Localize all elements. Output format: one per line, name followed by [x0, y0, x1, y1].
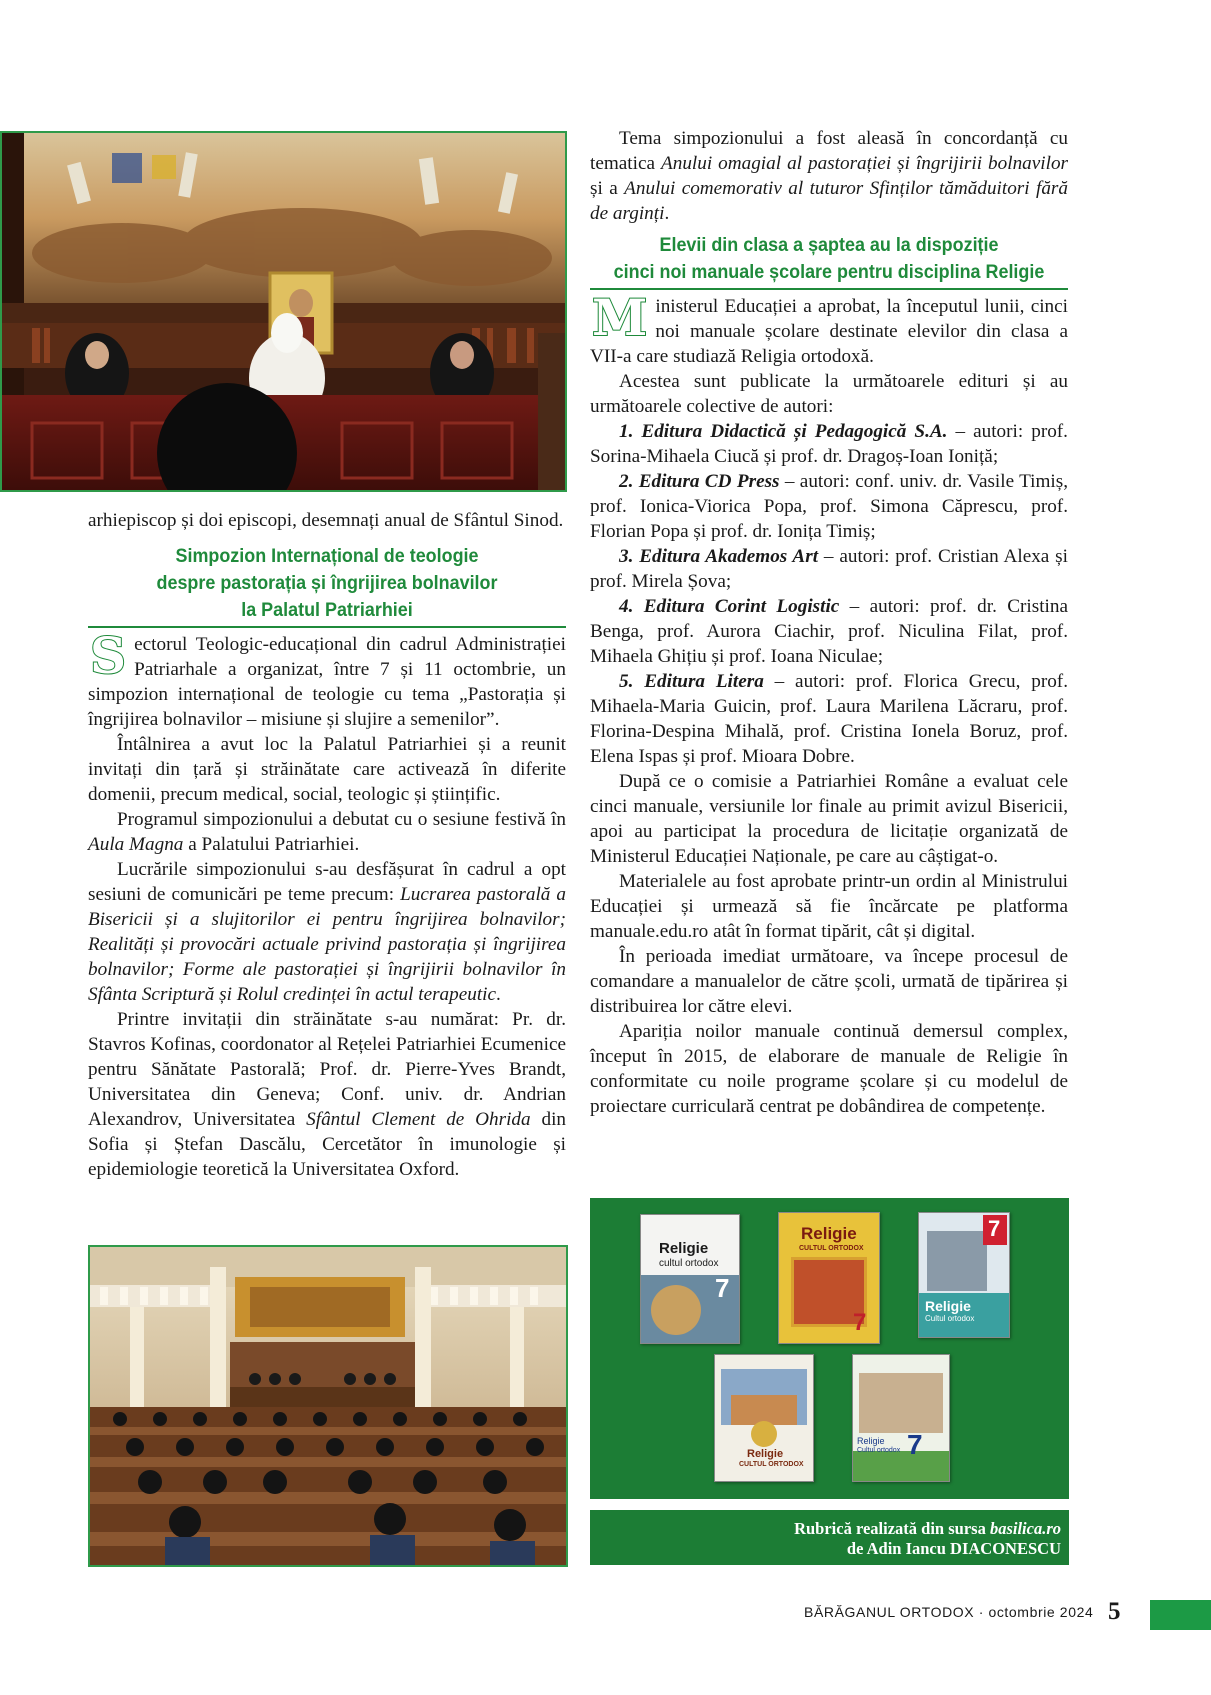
textbooks-heading-line1: Elevii din clasa a șaptea au la dispoziție	[659, 234, 999, 256]
textbook-cover-art	[651, 1285, 701, 1335]
textbook-cover-subtitle: Cultul ortodox	[857, 1447, 901, 1454]
publisher-item-1: 1. Editura Didactică și Pedagogică S.A. – autori: prof. Sorina-Mihaela Ciucă și prof. dr. Dragoș-Ioan Ioniță;	[590, 421, 1068, 467]
column-credit	[590, 1510, 1069, 1565]
symposium-paragraph-1: Sectorul Teologic-educațional din cadrul Administrației Patriarhale a organizat, între 7 și 11 octombrie, un simpozion internațional de teologie cu tema „Pastorația și îngrijirea bolnavilor – misiune și slujire a semenilor”.	[88, 626, 566, 730]
textbook-cover-subtitle: cultul ortodox	[659, 1258, 719, 1269]
textbook-covers-panel	[590, 1198, 1069, 1499]
textbook-cover-5	[852, 1354, 950, 1482]
textbook-cover-subtitle: CULTUL ORTODOX	[799, 1245, 864, 1252]
textbook-cover-seal	[751, 1421, 777, 1447]
textbooks-paragraph-1: Ministerul Educației a aprobat, la începutul lunii, cinci noi manuale școlare destinate elevilor din clasa a VII-a care studiază Religia ortodoxă.	[590, 288, 1068, 367]
dropcap-m: M	[592, 288, 648, 347]
textbook-cover-number: 7	[853, 1309, 867, 1336]
page-tab-marker	[1150, 1600, 1211, 1630]
symposium-heading-line2: despre pastorația și îngrijirea bolnavilor	[156, 572, 498, 594]
aula-magna-illustration	[90, 1247, 566, 1565]
textbooks-paragraph-3: După ce o comisie a Patriarhiei Române a evaluat cele cinci manuale, versiunile lor finale au primit avizul Bisericii, apoi au participat la procedura de licitație organizată de Ministerul Educației Naționale, pe care au câștigat-o.	[590, 771, 1068, 867]
textbook-cover-4	[714, 1354, 814, 1482]
textbook-cover-subtitle: Cultul ortodox	[925, 1314, 975, 1323]
symposium-paragraph-4: Lucrările simpozionului s-au desfășurat în cadrul a opt sesiuni de comunicări pe teme precum: Lucrarea pastorală a Bisericii și a slujitorilor ei pentru îngrijirea bolnavilor; Realități și provocări actuale privind pastorația și îngrijirea bolnavilor; Forme ale pastorației și îngrijirii bolnavilor în Sfânta Scriptură și Rolul credinței în actul terapeutic.	[88, 859, 566, 1005]
textbook-cover-title: Religie	[801, 1224, 857, 1243]
page-number: 5	[1108, 1598, 1121, 1625]
textbooks-paragraph-2: Acestea sunt publicate la următoarele edituri și au următoarele colective de autori:	[590, 371, 1068, 417]
textbook-cover-art	[859, 1373, 943, 1433]
publication-footer: BĂRĂGANUL ORTODOX · octombrie 2024	[804, 1604, 1094, 1620]
publisher-item-2: 2. Editura CD Press – autori: conf. univ. dr. Vasile Timiș, prof. Ionica-Viorica Popa, prof. Simona Căprescu, prof. Florian Popa și prof. dr. Ionița Timiș;	[590, 471, 1068, 542]
credit-source-link: basilica.ro	[989, 1519, 1061, 1538]
textbook-cover-title: Religie	[659, 1240, 709, 1257]
publisher-item-4: 4. Editura Corint Logistic – autori: prof. dr. Cristina Benga, prof. Aurora Ciachir, prof. Niculina Filat, prof. Mihaela Ghițiu și prof. Ioana Niculae;	[590, 596, 1068, 667]
symposium-paragraph-2: Întâlnirea a avut loc la Palatul Patriarhiei și a reunit invitați din țară și străinătate care activează în diferite domenii, precum medical, social, teologic și științific.	[88, 734, 566, 805]
textbook-cover-number: 7	[988, 1216, 1001, 1241]
textbook-cover-art	[927, 1231, 987, 1291]
credit-line-2: de Adin Iancu DIACONESCU	[846, 1539, 1061, 1558]
textbooks-paragraph-6: Apariția noilor manuale continuă demersul complex, început în 2015, de elaborare de manuale de Religie în conformitate cu noile programe școlare și cu modelul de proiectare curriculară centrat pe dobândirea de competențe.	[590, 1021, 1068, 1117]
symposium-paragraph-5: Printre invitații din străinătate s-au numărat: Pr. dr. Stavros Kofinas, coordonator al Rețelei Patriarhiei Ecumenice pentru Sănătate Pastorală; Prof. dr. Pierre-Yves Brandt, Universitatea din Geneva; Conf. univ. dr. Andrian Alexandrov, Universitatea Sfântul Clement de Ohrida din Sofia și Ștefan Dascălu, Cercetător în imunologie și epidemiologie teoretică la Universitatea Oxford.	[88, 1009, 566, 1180]
synod-meeting-illustration	[2, 133, 565, 490]
aula-magna-photo	[88, 1245, 568, 1567]
textbook-cover-number: 7	[907, 1429, 923, 1460]
right-column	[590, 126, 1068, 1119]
left-column	[88, 508, 566, 1182]
textbooks-paragraph-5: În perioada imediat următoare, va începe procesul de comandare a manualelor de către școli, urmată de tipărirea și distribuirea lor către elevi.	[590, 946, 1068, 1017]
publisher-item-5: 5. Editura Litera – autori: prof. Florica Grecu, prof. Mihaela-Maria Guicin, prof. Laura Marilena Lăcraru, prof. Florina-Despina Mihală, prof. Cristina Ionela Boruz, prof. Elena Ispas și prof. Mioara Dobre.	[590, 671, 1068, 767]
credit-line-1: Rubrică realizată din sursa basilica.ro	[794, 1519, 1061, 1538]
textbook-cover-2	[778, 1212, 880, 1344]
textbook-cover-art	[853, 1451, 949, 1481]
symposium-heading-line3: la Palatul Patriarhiei	[241, 599, 413, 621]
textbook-cover-title: Religie	[925, 1298, 971, 1314]
heading-divider	[88, 626, 566, 628]
symposium-heading-line1: Simpozion Internațional de teologie	[175, 545, 479, 567]
textbook-cover-title: Religie	[747, 1448, 784, 1460]
dropcap-s: S	[90, 626, 127, 685]
textbooks-heading-line2: cinci noi manuale școlare pentru disciplina Religie	[613, 261, 1045, 283]
symposium-heading	[107, 543, 547, 624]
continued-paragraph: arhiepiscop și doi episcopi, desemnați anual de Sfântul Sinod.	[88, 510, 564, 531]
textbook-cover-1	[640, 1214, 740, 1344]
heading-divider	[590, 288, 1068, 290]
textbooks-paragraph-4: Materialele au fost aprobate printr-un ordin al Ministrului Educației și urmează să fie încărcate pe platforma manuale.edu.ro atât în format tipărit, cât și digital.	[590, 871, 1068, 942]
textbook-cover-3	[918, 1212, 1010, 1338]
textbook-cover-title: Religie	[857, 1436, 885, 1446]
symposium-paragraph-3: Programul simpozionului a debutat cu o sesiune festivă în Aula Magna a Palatului Patriarhiei.	[88, 809, 566, 855]
theme-paragraph: Tema simpozionului a fost aleasă în concordanță cu tematica Anului omagial al pastorației și îngrijirii bolnavilor și a Anului comemorativ al tuturor Sfinților tămăduitori fără de arginți.	[590, 128, 1069, 224]
publisher-item-3: 3. Editura Akademos Art – autori: prof. Cristian Alexa și prof. Mirela Șova;	[590, 546, 1068, 592]
textbook-cover-number: 7	[715, 1273, 730, 1303]
textbook-cover-subtitle: CULTUL ORTODOX	[739, 1461, 804, 1468]
synod-meeting-photo	[0, 131, 567, 492]
textbooks-heading	[609, 232, 1049, 286]
